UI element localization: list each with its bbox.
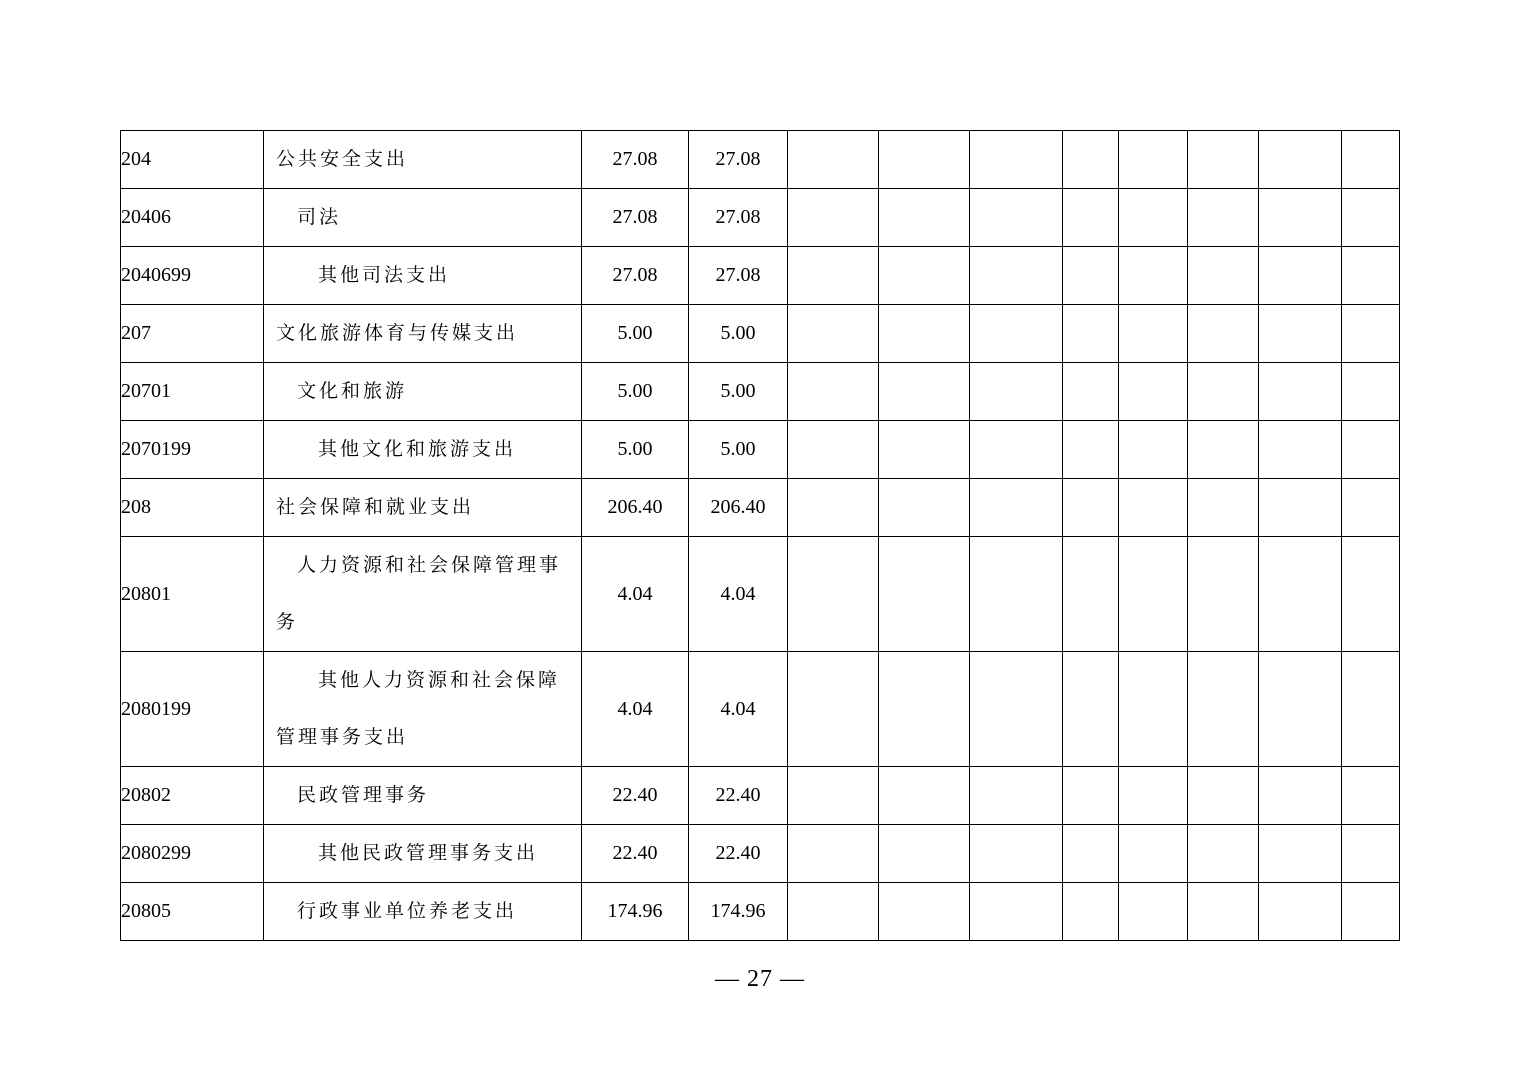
empty-cell [1063,305,1119,363]
empty-cell [1119,479,1188,537]
empty-cell [1342,421,1400,479]
empty-cell [1188,825,1259,883]
basic-amount-cell: 4.04 [689,652,788,767]
empty-cell [879,767,970,825]
subject-code-cell: 20802 [121,767,264,825]
table-row [121,247,1400,305]
empty-cell [788,883,879,941]
empty-cell [1063,363,1119,421]
subject-name-text: 行政事业单位养老支出 [297,900,518,922]
empty-cell [1259,131,1342,189]
empty-cell [970,479,1063,537]
empty-cell [1342,652,1400,767]
total-amount-cell: 22.40 [582,825,689,883]
empty-cell [1342,305,1400,363]
empty-cell [1063,421,1119,479]
table-row [121,479,1400,537]
subject-name-cell [264,767,582,825]
basic-amount-cell: 5.00 [689,305,788,363]
subject-name-cell [264,825,582,883]
basic-amount-cell: 27.08 [689,189,788,247]
table-row [121,652,1400,767]
empty-cell [1259,883,1342,941]
empty-cell [1342,189,1400,247]
empty-cell [970,131,1063,189]
empty-cell [1119,363,1188,421]
empty-cell [1188,652,1259,767]
empty-cell [879,825,970,883]
empty-cell [879,305,970,363]
empty-cell [1119,883,1188,941]
empty-cell [1119,537,1188,652]
empty-cell [1342,767,1400,825]
table-row [121,767,1400,825]
subject-name-cell [264,131,582,189]
subject-name-text: 其他民政管理事务支出 [318,842,539,864]
empty-cell [1188,421,1259,479]
subject-name-text: 其他司法支出 [318,264,451,286]
empty-cell [1188,479,1259,537]
basic-amount-cell: 27.08 [689,247,788,305]
total-amount-cell: 174.96 [582,883,689,941]
empty-cell [1119,825,1188,883]
empty-cell [1063,131,1119,189]
empty-cell [788,537,879,652]
table-row [121,131,1400,189]
empty-cell [970,825,1063,883]
basic-amount-cell: 5.00 [689,421,788,479]
subject-name-cell [264,363,582,421]
empty-cell [879,189,970,247]
subject-name-cell [264,537,582,652]
subject-name-text: 社会保障和就业支出 [276,496,475,518]
subject-name-cell [264,189,582,247]
empty-cell [1063,767,1119,825]
empty-cell [970,305,1063,363]
empty-cell [1259,247,1342,305]
subject-name-cell [264,247,582,305]
subject-code-cell: 204 [121,131,264,189]
subject-name-cell [264,883,582,941]
empty-cell [1259,652,1342,767]
table-row [121,537,1400,652]
empty-cell [879,883,970,941]
empty-cell [1119,131,1188,189]
table-row [121,305,1400,363]
subject-name-text: 文化和旅游 [297,380,408,402]
empty-cell [788,363,879,421]
empty-cell [788,767,879,825]
empty-cell [1188,767,1259,825]
empty-cell [788,825,879,883]
basic-amount-cell: 27.08 [689,131,788,189]
basic-amount-cell: 22.40 [689,767,788,825]
empty-cell [879,652,970,767]
subject-name-text: 公共安全支出 [276,148,409,170]
subject-name-text: 人力资源和社会保障管理事务 [276,554,562,633]
empty-cell [1259,767,1342,825]
total-amount-cell: 27.08 [582,247,689,305]
total-amount-cell: 22.40 [582,767,689,825]
empty-cell [1259,421,1342,479]
basic-amount-cell: 174.96 [689,883,788,941]
empty-cell [1119,247,1188,305]
empty-cell [1063,189,1119,247]
table-row [121,883,1400,941]
subject-code-cell: 20805 [121,883,264,941]
empty-cell [879,363,970,421]
total-amount-cell: 206.40 [582,479,689,537]
empty-cell [1342,247,1400,305]
empty-cell [970,883,1063,941]
empty-cell [970,767,1063,825]
total-amount-cell: 5.00 [582,421,689,479]
empty-cell [1063,883,1119,941]
total-amount-cell: 4.04 [582,652,689,767]
subject-name-text: 其他文化和旅游支出 [318,438,517,460]
empty-cell [879,537,970,652]
subject-name-text: 司法 [297,206,342,228]
empty-cell [1119,652,1188,767]
empty-cell [788,652,879,767]
total-amount-cell: 5.00 [582,363,689,421]
subject-code-cell: 207 [121,305,264,363]
empty-cell [1342,131,1400,189]
subject-code-cell: 20801 [121,537,264,652]
empty-cell [1342,825,1400,883]
empty-cell [1188,537,1259,652]
total-amount-cell: 27.08 [582,189,689,247]
subject-code-cell: 20701 [121,363,264,421]
basic-amount-cell: 4.04 [689,537,788,652]
page-number: — 27 — [715,966,805,992]
empty-cell [788,189,879,247]
empty-cell [788,131,879,189]
empty-cell [879,247,970,305]
subject-code-cell: 2080299 [121,825,264,883]
empty-cell [1119,421,1188,479]
empty-cell [970,189,1063,247]
empty-cell [788,305,879,363]
empty-cell [788,479,879,537]
empty-cell [970,652,1063,767]
empty-cell [1063,247,1119,305]
subject-name-cell [264,652,582,767]
basic-amount-cell: 22.40 [689,825,788,883]
empty-cell [1188,305,1259,363]
table-row [121,825,1400,883]
empty-cell [1119,305,1188,363]
empty-cell [1259,305,1342,363]
empty-cell [1259,479,1342,537]
basic-amount-cell: 206.40 [689,479,788,537]
subject-name-cell [264,421,582,479]
subject-code-cell: 20406 [121,189,264,247]
total-amount-cell: 5.00 [582,305,689,363]
empty-cell [970,247,1063,305]
empty-cell [1063,537,1119,652]
empty-cell [970,537,1063,652]
table-row [121,189,1400,247]
empty-cell [1188,363,1259,421]
table-row [121,421,1400,479]
empty-cell [970,421,1063,479]
empty-cell [1342,479,1400,537]
empty-cell [1188,189,1259,247]
empty-cell [1259,189,1342,247]
empty-cell [1188,247,1259,305]
empty-cell [1342,883,1400,941]
empty-cell [1342,537,1400,652]
empty-cell [1119,189,1188,247]
empty-cell [1342,363,1400,421]
empty-cell [970,363,1063,421]
empty-cell [1188,131,1259,189]
empty-cell [1259,363,1342,421]
empty-cell [1119,767,1188,825]
empty-cell [1063,825,1119,883]
empty-cell [1259,825,1342,883]
table-row [121,363,1400,421]
empty-cell [1188,883,1259,941]
table-body [121,131,1400,941]
empty-cell [879,479,970,537]
basic-amount-cell: 5.00 [689,363,788,421]
empty-cell [879,131,970,189]
subject-name-cell [264,305,582,363]
subject-name-text: 其他人力资源和社会保障管理事务支出 [276,669,561,748]
subject-name-text: 民政管理事务 [297,784,430,806]
subject-name-text: 文化旅游体育与传媒支出 [276,322,519,344]
empty-cell [1063,652,1119,767]
total-amount-cell: 27.08 [582,131,689,189]
empty-cell [788,247,879,305]
total-amount-cell: 4.04 [582,537,689,652]
subject-code-cell: 2080199 [121,652,264,767]
empty-cell [1063,479,1119,537]
empty-cell [1259,537,1342,652]
budget-expenditure-table [120,130,1400,941]
empty-cell [879,421,970,479]
subject-code-cell: 2040699 [121,247,264,305]
empty-cell [788,421,879,479]
subject-code-cell: 2070199 [121,421,264,479]
subject-code-cell: 208 [121,479,264,537]
subject-name-cell [264,479,582,537]
